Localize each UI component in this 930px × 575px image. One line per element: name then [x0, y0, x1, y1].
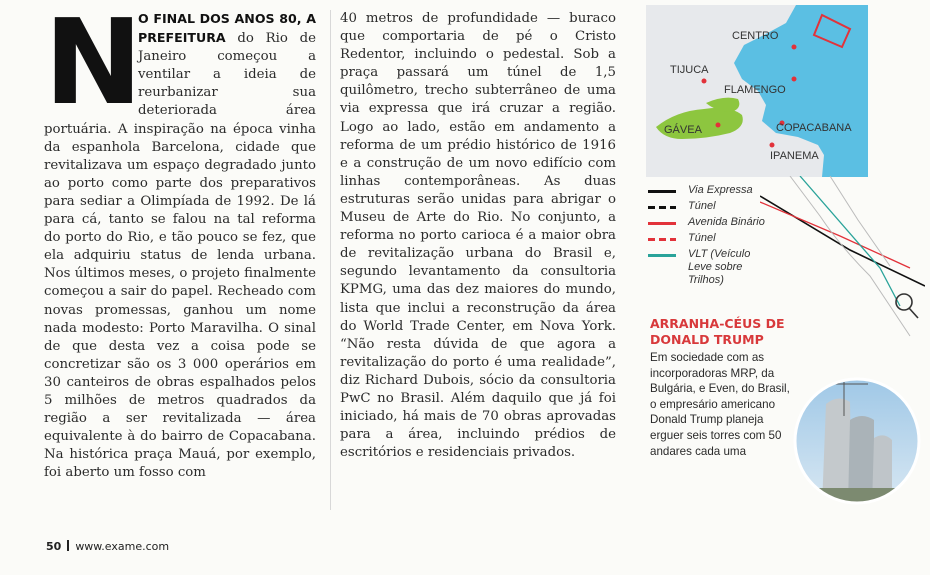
- legend-label: Avenida Binário: [688, 216, 765, 228]
- legend-label: Via Expressa: [688, 184, 753, 196]
- route-via-expressa: [760, 196, 925, 286]
- map-label-tijuca: TIJUCA: [670, 64, 709, 76]
- legend-line-solid: [648, 254, 676, 257]
- route-binario: [760, 202, 910, 268]
- legend-label: Túnel: [688, 200, 716, 212]
- map-label-copacabana: COPACABANA: [776, 122, 852, 134]
- marker-flamengo: [792, 77, 797, 82]
- article-column-1: [44, 0, 316, 482]
- footer-site: www.exame.com: [75, 540, 170, 553]
- legend-label: VLT (Veículo Leve sobre Trilhos): [688, 248, 751, 286]
- legend-label: Túnel: [688, 232, 716, 244]
- marker-ipanema: [770, 143, 775, 148]
- article-text-2: 40 metros de profundidade — buraco que comportaria de pé o Cristo Redentor, incluindo o pedestal. Sob a praça passará um túnel de 1,5 quilômetro, trecho subterrâneo de uma via expressa que irá cruzar a região. Logo ao lado, estão em andamento a reforma de um prédio histórico de 1916 e a construção de um novo edifício com linhas contemporâneas. As duas estruturas serão unidas para abrigar o Museu de Arte do Rio. No conjunto, a reforma no porto carioca é a maior obra de revitalização urbana do Brasil e, segundo levantamento da consultoria KPMG, uma das dez maiores do mundo, lista que inclui a reconstrução da área do World Trade Center, em Nova York. “Não resta dúvida de que agora a revitalização do porto é uma realidade”, diz Richard Dubois, sócio da consultoria PwC no Brasil. Além daquilo que já foi iniciado, há mais de 70 obras aprovadas para a área, incluindo prédios de escritórios e residenciais privados.: [340, 11, 616, 461]
- sidebar-body: Em sociedade com as incorporadoras MRP, da Bulgária, e Even, do Brasil, o empresário americano Donald Trump planeja erguer seis torres com 50 andares cada uma: [650, 351, 790, 458]
- drop-cap: N: [44, 0, 137, 131]
- marker-tijuca: [702, 79, 707, 84]
- legend-line-dash: [648, 206, 676, 209]
- route-marker-tail: [909, 308, 918, 318]
- route-street-1: [790, 176, 910, 336]
- map-label-ipanema: IPANEMA: [770, 150, 819, 162]
- rio-map: [646, 5, 868, 177]
- map-label-centro: CENTRO: [732, 30, 779, 42]
- legend-line-solid: [648, 222, 676, 225]
- sidebar-title: ARRANHA-CÉUS DE DONALD TRUMP: [650, 316, 785, 347]
- legend-line-solid: [648, 190, 676, 193]
- marker-centro: [792, 45, 797, 50]
- map-label-flamengo: FLAMENGO: [724, 84, 786, 96]
- legend-line-dash: [648, 238, 676, 241]
- page-footer: [46, 540, 169, 553]
- map-label-gavea: GÁVEA: [664, 124, 702, 136]
- page-number: 50: [46, 540, 62, 553]
- footer-separator: [67, 540, 69, 551]
- article-column-2: [340, 10, 616, 462]
- article-lead: O FINAL DOS ANOS 80, A PREFEITURA: [138, 11, 316, 46]
- marker-gavea: [716, 123, 721, 128]
- tower-photo: [792, 376, 922, 506]
- column-divider: [330, 10, 331, 510]
- article-text-1: do Rio de Janeiro começou a ventilar a ideia de reurbanizar sua deteriorada área portuária. A inspiração na época vinha da espanhola Barcelona, cidade que revitalizava um espaço degradado junto ao porto como parte dos preparativos para sediar a Olimpíada de 1992. De lá para cá, tanto se falou na tal reforma do porto do Rio, e tão pouco se fez, que ela adquiriu status de lenda urbana. Nos últimos meses, o projeto finalmente começou a sair do papel. Recheado com novas promessas, ganhou um nome nada modesto: Porto Maravilha. O sinal de que desta vez a coisa pode se concretizar são os 3 000 operários em 30 canteiros de obras espalhados pelos 5 milhões de metros quadrados da região a ser revitalizada — área equivalente à do bairro de Copacabana. Na histórica praça Mauá, por exemplo, foi aberto um fosso com: [44, 31, 316, 481]
